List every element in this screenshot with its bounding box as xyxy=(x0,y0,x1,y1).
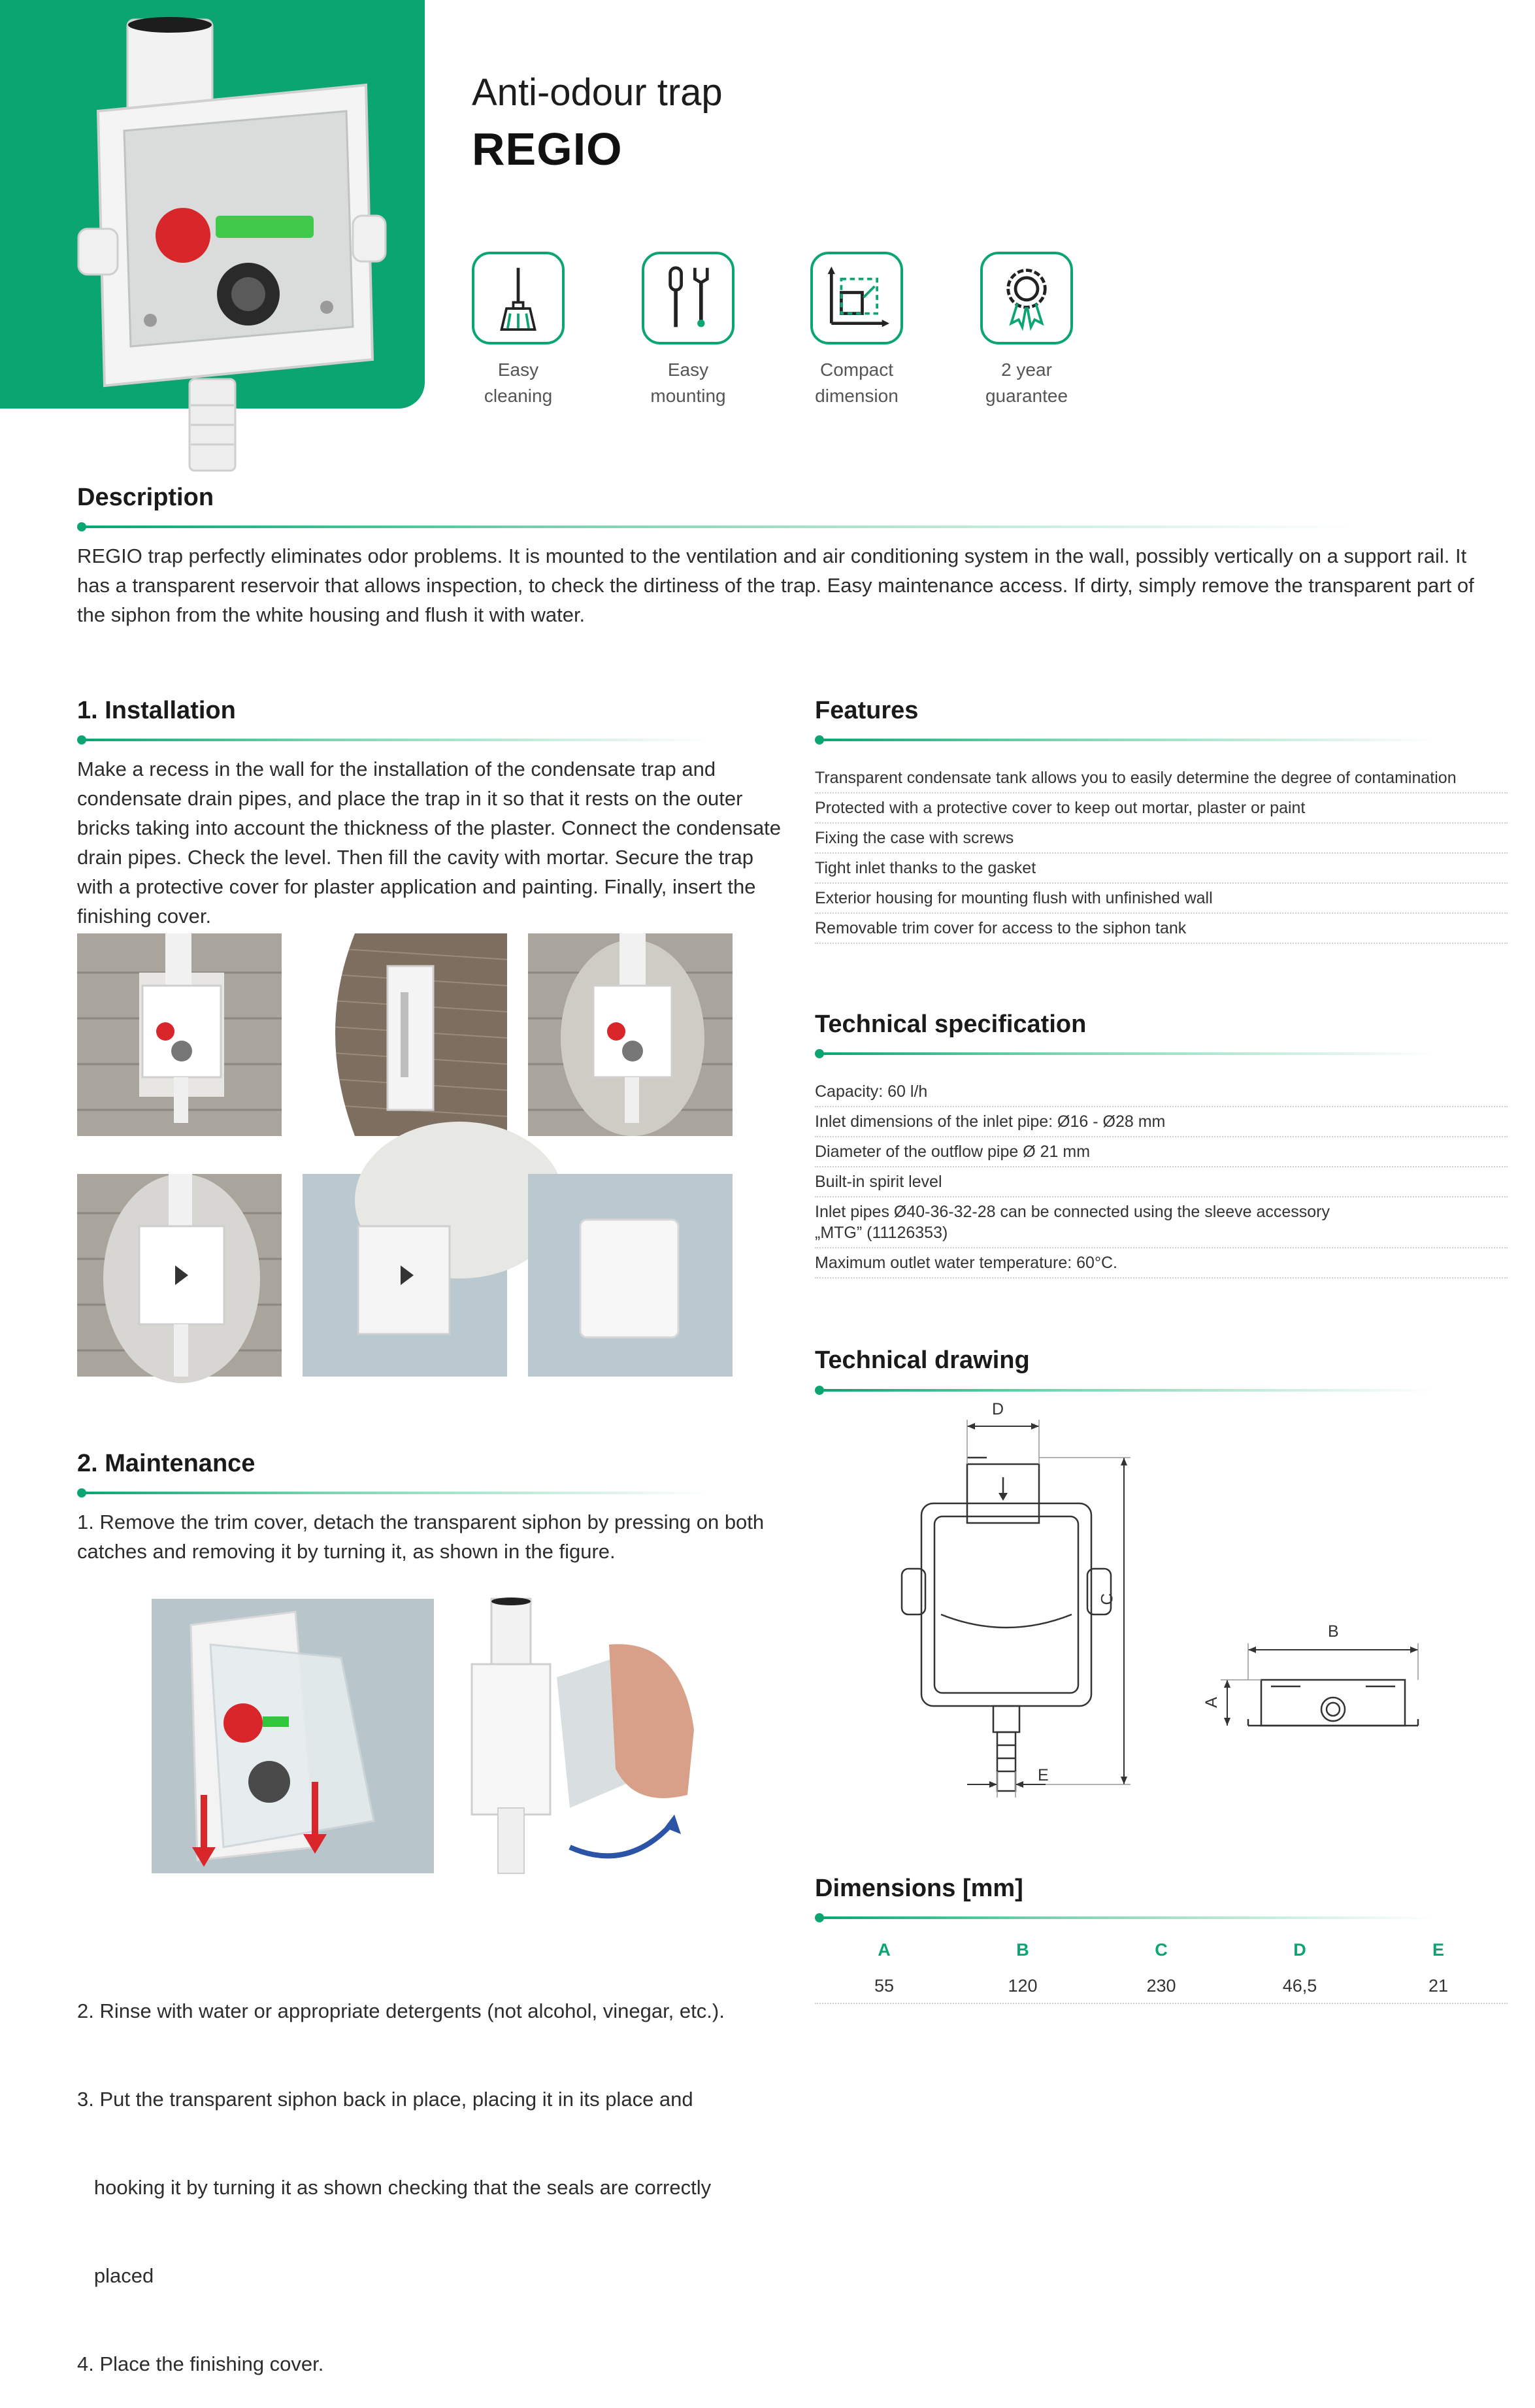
maintenance-steps: 2. Rinse with water or appropriate detergents (not alcohol, vinegar, etc.). 3. Put the transparent siphon back in place, placing it in its place and hooking it by turning it as shown checking that the seals are correctly placed 4. Place the finishing cover. xyxy=(77,1999,725,2375)
dim-header-c: C xyxy=(1155,1940,1168,1960)
tech-spec-heading: Technical specification xyxy=(815,1011,1087,1038)
technical-drawing xyxy=(902,1400,1438,1811)
section-divider xyxy=(819,1052,1434,1055)
installation-photo-5 xyxy=(303,1174,507,1377)
dim-value-d: 46,5 xyxy=(1282,1976,1317,1996)
dim-header-a: A xyxy=(878,1940,891,1960)
dim-value-c: 230 xyxy=(1146,1976,1176,1996)
section-divider xyxy=(819,1389,1434,1392)
list-item: Tight inlet thanks to the gasket xyxy=(815,854,1508,884)
section-divider xyxy=(82,526,1356,528)
installation-photo-1 xyxy=(77,933,282,1136)
dim-header-b: B xyxy=(1016,1940,1029,1960)
description-heading: Description xyxy=(77,484,214,511)
feature-label-mounting: Easy mounting xyxy=(650,360,726,406)
dimensions-heading: Dimensions [mm] xyxy=(815,1875,1023,1902)
list-item: Transparent condensate tank allows you to easily determine the degree of contamination xyxy=(815,763,1508,794)
list-item: Protected with a protective cover to keep out mortar, plaster or paint xyxy=(815,794,1508,824)
dim-label-d: D xyxy=(992,1400,1004,1418)
section-divider xyxy=(82,1492,709,1494)
installation-text: Make a recess in the wall for the installation of the condensate trap and condensate drain pipes, and place the trap in it so that it rests on the outer bricks taking into account the thickness of the plaster. Connect the condensate drain pipes. Check the level. Then fill the cavity with mortar. Secure the trap with a protective cover for plaster application and painting. Finally, insert the finishing cover. xyxy=(77,758,782,928)
list-item: Built-in spirit level xyxy=(815,1167,1508,1197)
list-item: Fixing the case with screws xyxy=(815,824,1508,854)
tools-icon xyxy=(642,252,734,344)
list-item: Exterior housing for mounting flush with unfinished wall xyxy=(815,884,1508,914)
installation-heading: 1. Installation xyxy=(77,697,236,724)
dim-label-a: A xyxy=(1202,1697,1221,1708)
list-item: Inlet dimensions of the inlet pipe: Ø16 - Ø28 mm xyxy=(815,1107,1508,1137)
maintenance-heading: 2. Maintenance xyxy=(77,1450,256,1477)
installation-photo-3 xyxy=(528,933,733,1136)
features-heading: Features xyxy=(815,697,919,724)
list-item: „MTG” (11126353) xyxy=(815,1222,1508,1248)
section-divider xyxy=(819,1916,1434,1919)
product-title: REGIO xyxy=(472,124,623,175)
list-item: Diameter of the outflow pipe Ø 21 mm xyxy=(815,1137,1508,1167)
dimensions-header-row xyxy=(815,1935,1508,1965)
features-list xyxy=(815,763,1508,944)
list-item: Maximum outlet water temperature: 60°C. xyxy=(815,1248,1508,1279)
tech-spec-list xyxy=(815,1077,1508,1279)
maintenance-photo-2 xyxy=(465,1599,701,1873)
list-item: Removable trim cover for access to the siphon tank xyxy=(815,914,1508,944)
dim-header-e: E xyxy=(1432,1940,1444,1960)
maintenance-intro: 1. Remove the trim cover, detach the transparent siphon by pressing on both catches and removing it by turning it, as shown in the figure. xyxy=(77,1511,765,1563)
dim-header-d: D xyxy=(1293,1940,1306,1960)
section-divider xyxy=(819,739,1434,741)
dim-value-a: 55 xyxy=(874,1976,895,1996)
feature-label-compact: Compact dimension xyxy=(815,360,899,406)
dimensions-table xyxy=(815,1935,1508,2004)
installation-photo-6 xyxy=(528,1174,733,1377)
drawing-heading: Technical drawing xyxy=(815,1346,1030,1374)
dim-label-b: B xyxy=(1328,1622,1339,1641)
list-item: Inlet pipes Ø40-36-32-28 can be connected using the sleeve accessory xyxy=(815,1203,1330,1221)
list-item: Capacity: 60 l/h xyxy=(815,1077,1508,1107)
product-subtitle: Anti-odour trap xyxy=(472,71,723,114)
dim-label-c: C xyxy=(1098,1593,1117,1605)
feature-label-cleaning: Easy cleaning xyxy=(484,360,553,406)
product-image xyxy=(78,20,386,471)
broom-icon xyxy=(472,252,565,344)
installation-photo-2 xyxy=(303,933,507,1136)
description-text: REGIO trap perfectly eliminates odor problems. It is mounted to the ventilation and air conditioning system in the wall, possibly vertically on a support rail. It has a transparent reservoir that allows inspection, to check the dirtiness of the trap. Easy maintenance access. If dirty, simply remove the transparent part of the siphon from the white housing and flush it with water. xyxy=(77,544,1474,626)
dim-value-b: 120 xyxy=(1008,1976,1038,1996)
section-divider xyxy=(82,739,709,741)
maintenance-photo-1 xyxy=(152,1599,434,1873)
award-badge-icon xyxy=(980,252,1073,344)
installation-photo-4 xyxy=(77,1174,282,1377)
dim-label-e: E xyxy=(1038,1766,1049,1784)
compact-dimension-icon xyxy=(810,252,903,344)
feature-label-guarantee: 2 year guarantee xyxy=(985,360,1068,406)
table-row xyxy=(815,1965,1508,2004)
dim-value-e: 21 xyxy=(1428,1976,1449,1996)
